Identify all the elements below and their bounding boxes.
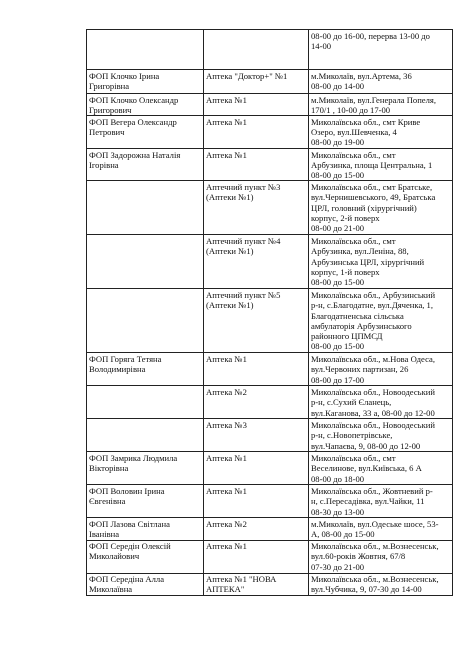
owner-cell (87, 30, 204, 70)
table-row (87, 573, 453, 595)
owner-cell (87, 419, 204, 452)
table-row (87, 419, 453, 452)
pharmacy-cell: Аптека №2 (204, 518, 309, 540)
pharmacy-cell: Аптека №1 (204, 485, 309, 518)
address-cell: Миколаївська обл., Новоодеський р-н, с.Сухий Єланець, вул.Каганова, 33 а, 08-00 до 12-00 (309, 386, 453, 419)
owner-cell: ФОП Середін Олексій Миколайович (87, 540, 204, 573)
pharmacy-cell: Аптека №3 (204, 419, 309, 452)
owner-cell: ФОП Клочко Ірина Григорівна (87, 70, 204, 94)
table-row (87, 181, 453, 235)
address-cell: Миколаївська обл., Новоодеський р-н, с.Новопетрівське, вул.Чапаєва, 9, 08-00 до 12-00 (309, 419, 453, 452)
table-row (87, 149, 453, 181)
table-row (87, 70, 453, 94)
address-cell: 08-00 до 16-00, перерва 13-00 до 14-00 (309, 30, 453, 70)
owner-cell: ФОП Середіна Алла Миколаївна (87, 573, 204, 595)
pharmacy-cell: Аптека "Доктор+" №1 (204, 70, 309, 94)
address-cell: м.Миколаїв, вул.Одеське шосе, 53- А, 08-00 до 15-00 (309, 518, 453, 540)
address-cell: Миколаївська обл., смт Криве Озеро, вул.Шевченка, 4 08-00 до 19-00 (309, 116, 453, 149)
pharmacy-table (86, 29, 453, 596)
pharmacy-cell: Аптечний пункт №5 (Аптеки №1) (204, 289, 309, 353)
owner-cell (87, 289, 204, 353)
pharmacy-cell: Аптека №2 (204, 386, 309, 419)
table-row (87, 289, 453, 353)
pharmacy-cell: Аптечний пункт №4 (Аптеки №1) (204, 235, 309, 289)
owner-cell (87, 386, 204, 419)
table-row (87, 452, 453, 485)
pharmacy-cell: Аптека №1 (204, 540, 309, 573)
address-cell: Миколаївська обл., Арбузинський р-н, с.Благодатне, вул.Дяченка, 1, Благодатненська сільська амбулаторія Арбузинського районного ЦПМСД 08-00 до 15-00 (309, 289, 453, 353)
address-cell: м.Миколаїв, вул.Генерала Попеля, 170/1 , 10-00 до 17-00 (309, 94, 453, 116)
owner-cell: ФОП Замрика Людмила Вікторівна (87, 452, 204, 485)
address-cell: Миколаївська обл., Жовтневий р- н, с.Пересадівка, вул.Чайки, 11 08-30 до 13-00 (309, 485, 453, 518)
pharmacy-cell (204, 30, 309, 70)
address-cell: м.Миколаїв, вул.Артема, 36 08-00 до 14-00 (309, 70, 453, 94)
table-row (87, 116, 453, 149)
owner-cell: ФОП Задорожна Наталія Ігорівна (87, 149, 204, 181)
table-row (87, 94, 453, 116)
owner-cell: ФОП Горяга Тетяна Володимирівна (87, 353, 204, 386)
table-row (87, 540, 453, 573)
table-row (87, 386, 453, 419)
address-cell: Миколаївська обл., м.Вознесенськ, вул.60-років Жовтня, 67/8 07-30 до 21-00 (309, 540, 453, 573)
table-row (87, 30, 453, 70)
pharmacy-cell: Аптека №1 "НОВА АПТЕКА" (204, 573, 309, 595)
pharmacy-cell: Аптека №1 (204, 94, 309, 116)
table-row (87, 518, 453, 540)
address-cell: Миколаївська обл., м.Вознесенськ, вул.Чубчика, 9, 07-30 до 14-00 (309, 573, 453, 595)
address-cell: Миколаївська обл., смт Арбузинка, площа Центральна, 1 08-00 до 15-00 (309, 149, 453, 181)
pharmacy-cell: Аптека №1 (204, 452, 309, 485)
address-cell: Миколаївська обл., м.Нова Одеса, вул.Червоних партизан, 26 08-00 до 17-00 (309, 353, 453, 386)
table-row (87, 485, 453, 518)
table-row (87, 353, 453, 386)
owner-cell: ФОП Лазова Світлана Іванівна (87, 518, 204, 540)
owner-cell: ФОП Вегера Олександр Петрович (87, 116, 204, 149)
owner-cell (87, 235, 204, 289)
address-cell: Миколаївська обл., смт Арбузинка, вул.Леніна, 88, Арбузинська ЦРЛ, хірургічний корпус, 1-й поверх 08-00 до 15-00 (309, 235, 453, 289)
owner-cell (87, 181, 204, 235)
pharmacy-cell: Аптека №1 (204, 149, 309, 181)
pharmacy-cell: Аптечний пункт №3 (Аптеки №1) (204, 181, 309, 235)
address-cell: Миколаївська обл., смт Братське, вул.Чернишевського, 49, Братська ЦРЛ, головний (хірургічний) корпус, 2-й поверх 08-00 до 21-00 (309, 181, 453, 235)
pharmacy-cell: Аптека №1 (204, 353, 309, 386)
table-row (87, 235, 453, 289)
owner-cell: ФОП Воловин Ірина Євгенівна (87, 485, 204, 518)
pharmacy-cell: Аптека №1 (204, 116, 309, 149)
owner-cell: ФОП Клочко Олександр Григорович (87, 94, 204, 116)
address-cell: Миколаївська обл., смт Веселинове, вул.Київська, 6 А 08-00 до 18-00 (309, 452, 453, 485)
